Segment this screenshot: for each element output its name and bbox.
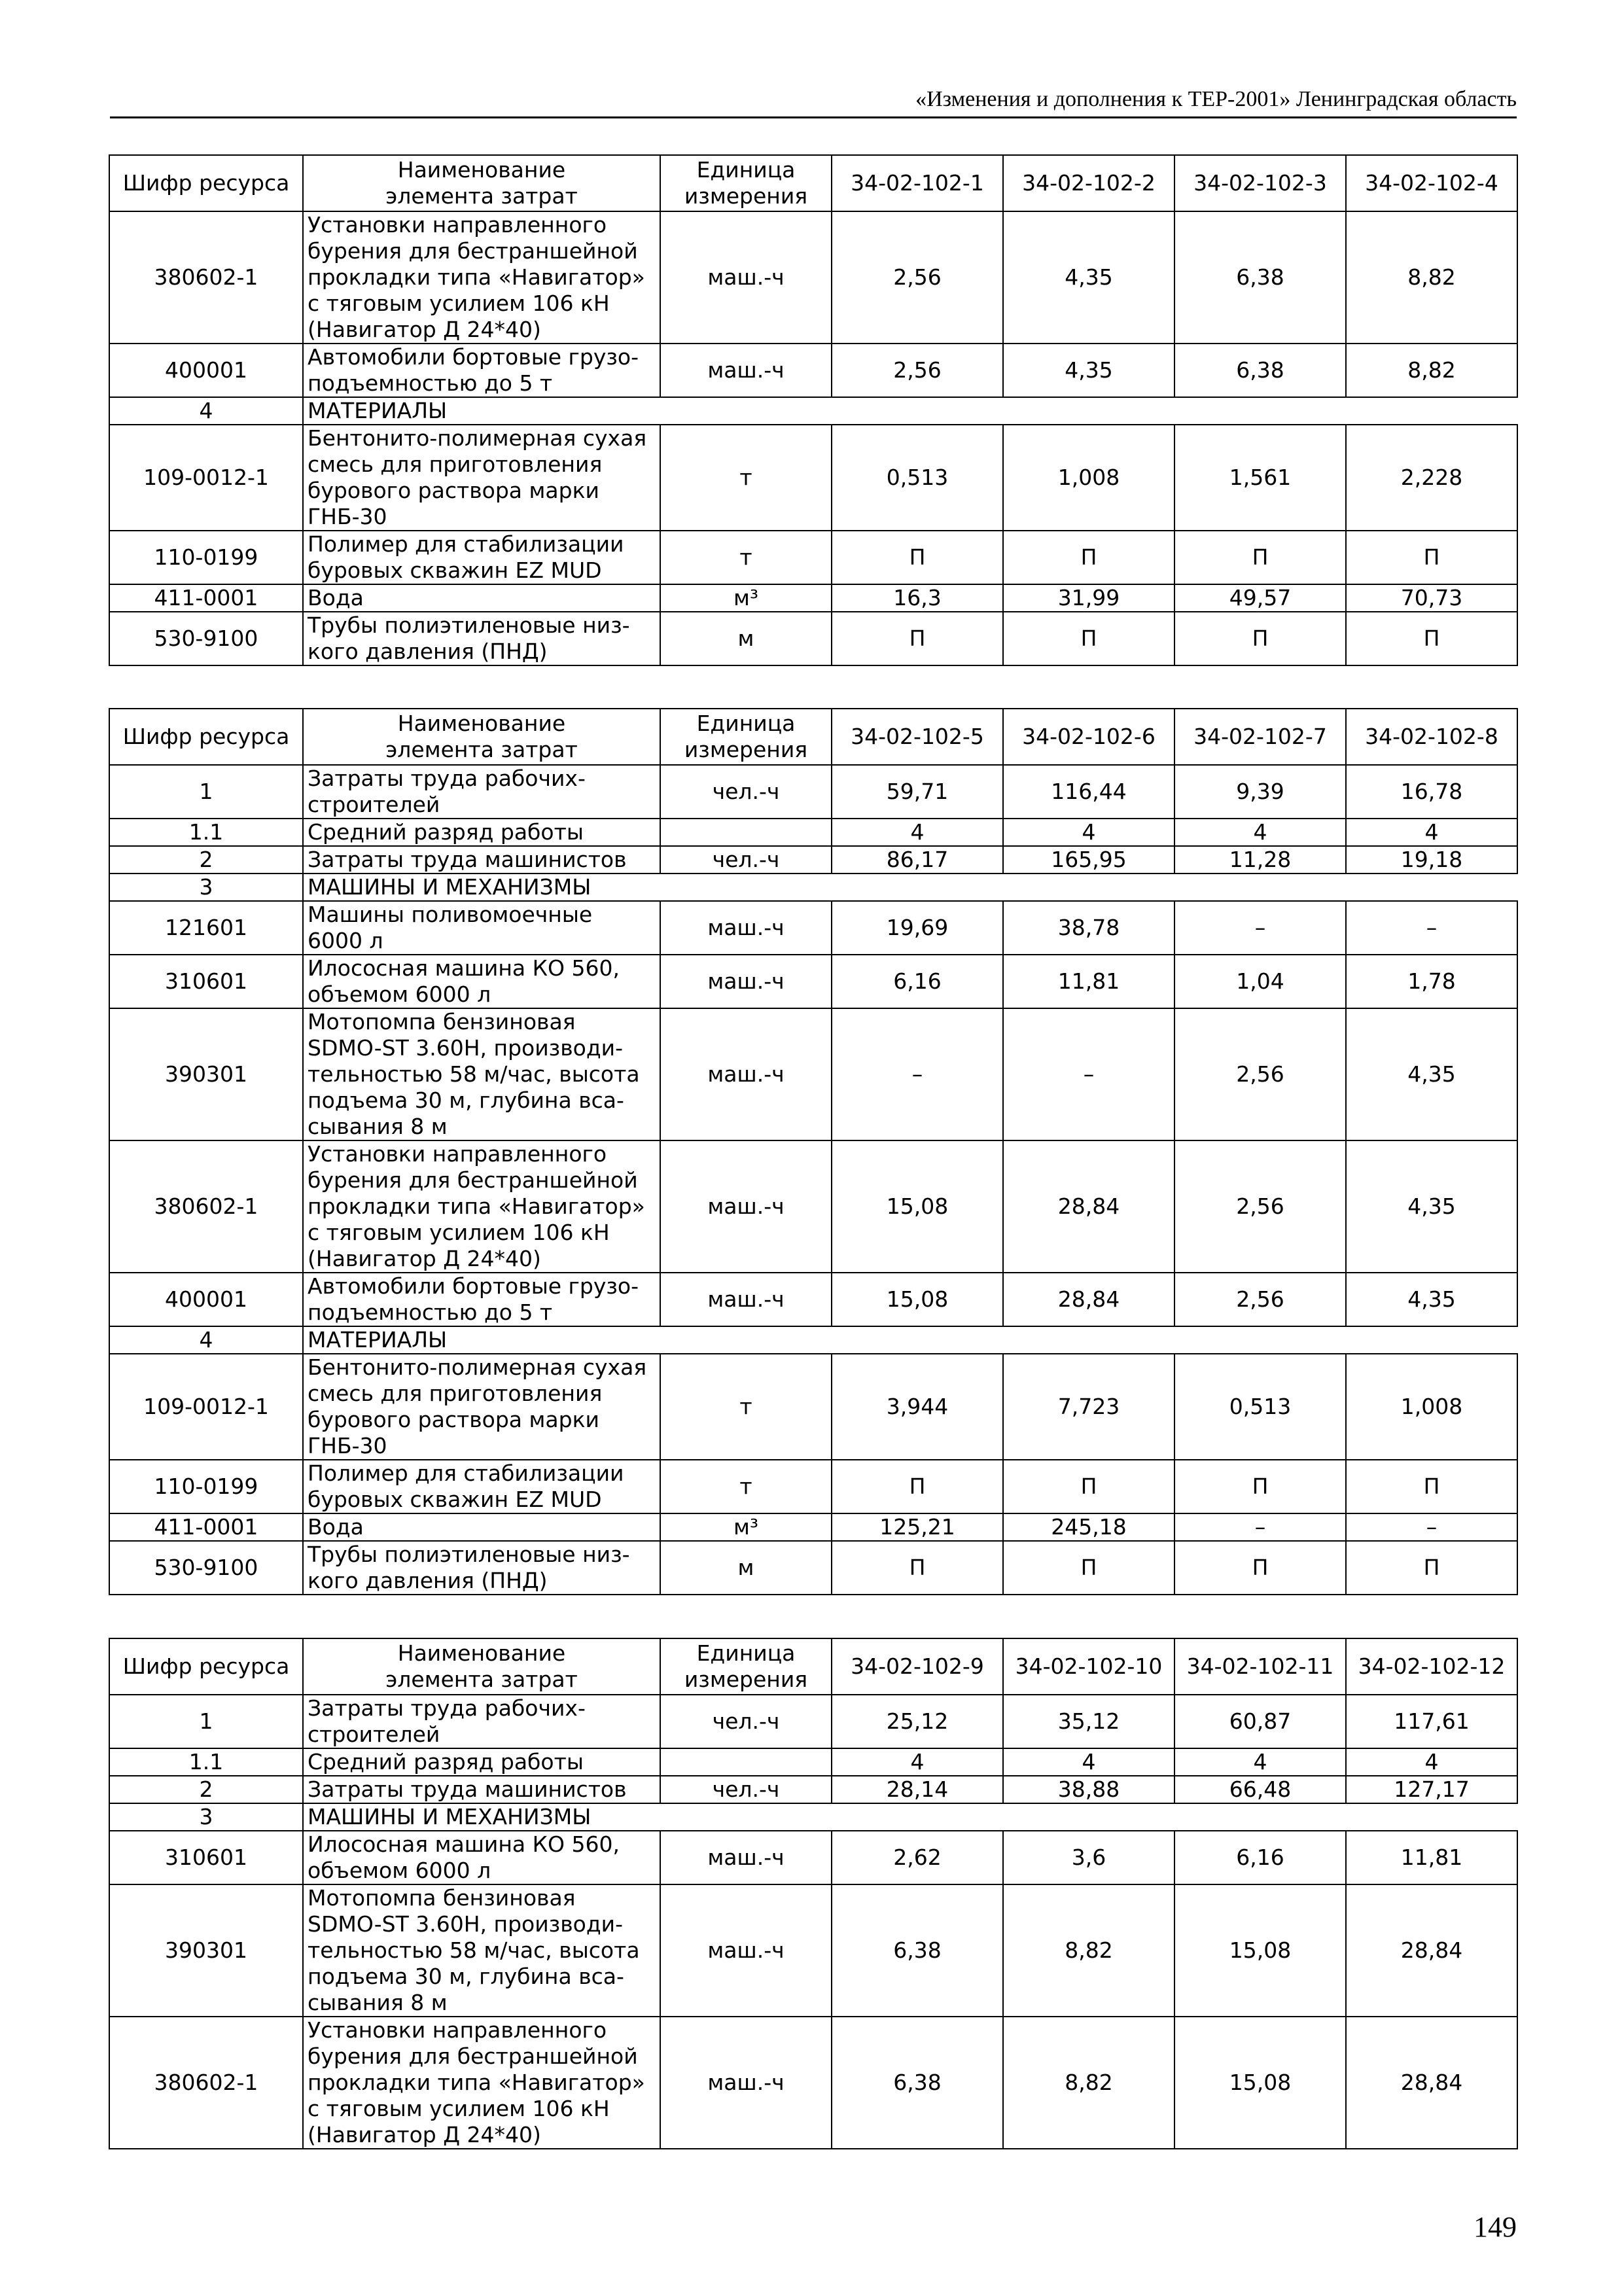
table-row (109, 819, 1517, 846)
norm-value: 60,87 (1174, 1695, 1346, 1748)
section-row (109, 1803, 1517, 1831)
resource-code: 530-9100 (109, 1541, 303, 1595)
norm-value: 19,69 (832, 901, 1003, 955)
norm-value: 8,82 (1003, 2017, 1174, 2149)
section-row (109, 1326, 1517, 1354)
cost-element-name: Затраты труда машинистов (303, 846, 660, 874)
column-header: 34-02-102-6 (1003, 709, 1174, 765)
norm-value: 16,3 (832, 584, 1003, 612)
unit-of-measure: м (660, 612, 832, 665)
column-header: Шифр ресурса (109, 1638, 303, 1695)
cost-element-name: Полимер для стабилизации буровых скважин EZ MUD (303, 1460, 660, 1513)
norm-value: П (832, 612, 1003, 665)
unit-of-measure (660, 819, 832, 846)
norm-value: 11,81 (1346, 1831, 1517, 1884)
unit-of-measure: чел.-ч (660, 1776, 832, 1803)
resource-code: 3 (109, 874, 303, 901)
norm-value: 2,56 (832, 211, 1003, 344)
column-header: Наименование элемента затрат (303, 1638, 660, 1695)
norm-value: П (1346, 1541, 1517, 1595)
norm-value: 117,61 (1346, 1695, 1517, 1748)
norm-value: – (1346, 901, 1517, 955)
cost-element-name: Средний разряд работы (303, 819, 660, 846)
table-row (109, 2017, 1517, 2149)
norm-value: 2,56 (1174, 1273, 1346, 1326)
resource-code: 110-0199 (109, 531, 303, 584)
norm-value: П (832, 1541, 1003, 1595)
column-header: Шифр ресурса (109, 155, 303, 211)
table-row (109, 344, 1517, 397)
unit-of-measure: маш.-ч (660, 901, 832, 955)
resource-code: 121601 (109, 901, 303, 955)
column-header: Шифр ресурса (109, 709, 303, 765)
column-header: 34-02-102-4 (1346, 155, 1517, 211)
unit-of-measure: маш.-ч (660, 1831, 832, 1884)
cost-element-name: Установки направленного бурения для бестраншейной прокладки типа «Навигатор» с тяговым усилием 106 кН (Навигатор Д 24*40) (303, 2017, 660, 2149)
table-row (109, 765, 1517, 819)
table-row (109, 1884, 1517, 2017)
norm-value: П (1174, 531, 1346, 584)
table-row (109, 1695, 1517, 1748)
norm-value: 8,82 (1346, 344, 1517, 397)
norm-value: 15,08 (832, 1273, 1003, 1326)
table-row (109, 1831, 1517, 1884)
resource-code: 310601 (109, 955, 303, 1008)
column-header: 34-02-102-5 (832, 709, 1003, 765)
cost-element-name: Мотопомпа бензиновая SDMO-ST 3.60H, производи- тельностью 58 м/час, высота подъема 30 м, глубина вса- сывания 8 м (303, 1008, 660, 1140)
norm-value: П (1003, 1541, 1174, 1595)
unit-of-measure: м³ (660, 1513, 832, 1541)
unit-of-measure: чел.-ч (660, 846, 832, 874)
unit-of-measure: маш.-ч (660, 344, 832, 397)
norm-value: 4 (1174, 1748, 1346, 1776)
norm-value: 2,56 (832, 344, 1003, 397)
resource-code: 530-9100 (109, 612, 303, 665)
unit-of-measure: маш.-ч (660, 1273, 832, 1326)
resource-code: 109-0012-1 (109, 1354, 303, 1460)
norm-value: 6,38 (832, 2017, 1003, 2149)
column-header: 34-02-102-11 (1174, 1638, 1346, 1695)
norm-value: 66,48 (1174, 1776, 1346, 1803)
column-header: 34-02-102-3 (1174, 155, 1346, 211)
unit-of-measure: маш.-ч (660, 1008, 832, 1140)
unit-of-measure: чел.-ч (660, 1695, 832, 1748)
resource-code: 390301 (109, 1008, 303, 1140)
column-header: Единица измерения (660, 1638, 832, 1695)
column-header: 34-02-102-10 (1003, 1638, 1174, 1695)
norm-value: 125,21 (832, 1513, 1003, 1541)
norm-value: 4 (1174, 819, 1346, 846)
resource-table-3 (109, 1638, 1518, 2149)
resource-code: 400001 (109, 1273, 303, 1326)
section-title: МАШИНЫ И МЕХАНИЗМЫ (303, 874, 1517, 901)
norm-value: П (1346, 531, 1517, 584)
norm-value: 3,6 (1003, 1831, 1174, 1884)
resource-code: 1 (109, 765, 303, 819)
column-header: 34-02-102-2 (1003, 155, 1174, 211)
cost-element-name: Трубы полиэтиленовые низ- кого давления (ПНД) (303, 1541, 660, 1595)
norm-value: 11,28 (1174, 846, 1346, 874)
unit-of-measure: чел.-ч (660, 765, 832, 819)
norm-value: П (832, 531, 1003, 584)
norm-value: – (832, 1008, 1003, 1140)
norm-value: 15,08 (832, 1140, 1003, 1273)
norm-value: 7,723 (1003, 1354, 1174, 1460)
column-header: Наименование элемента затрат (303, 155, 660, 211)
cost-element-name: Затраты труда машинистов (303, 1776, 660, 1803)
running-title: «Изменения и дополнения к ТЕР-2001» Ленинградская область (915, 87, 1517, 111)
norm-value: П (832, 1460, 1003, 1513)
section-row (109, 874, 1517, 901)
norm-value: 2,62 (832, 1831, 1003, 1884)
cost-element-name: Установки направленного бурения для бестраншейной прокладки типа «Навигатор» с тяговым усилием 106 кН (Навигатор Д 24*40) (303, 1140, 660, 1273)
table-row (109, 425, 1517, 531)
norm-value: П (1003, 1460, 1174, 1513)
norm-value: 4,35 (1346, 1273, 1517, 1326)
norm-value: 86,17 (832, 846, 1003, 874)
cost-element-name: Вода (303, 1513, 660, 1541)
cost-element-name: Бентонито-полимерная сухая смесь для приготовления бурового раствора марки ГНБ-30 (303, 425, 660, 531)
resource-code: 380602-1 (109, 2017, 303, 2149)
cost-element-name: Илососная машина КО 560, объемом 6000 л (303, 955, 660, 1008)
norm-value: 4,35 (1003, 344, 1174, 397)
norm-value: П (1003, 531, 1174, 584)
norm-value: 2,56 (1174, 1140, 1346, 1273)
table-row (109, 612, 1517, 665)
resource-code: 411-0001 (109, 1513, 303, 1541)
resource-code: 2 (109, 846, 303, 874)
norm-value: 28,84 (1003, 1273, 1174, 1326)
norm-value: 4 (1346, 1748, 1517, 1776)
unit-of-measure: маш.-ч (660, 1884, 832, 2017)
resource-code: 109-0012-1 (109, 425, 303, 531)
cost-element-name: Машины поливомоечные 6000 л (303, 901, 660, 955)
section-title: МАШИНЫ И МЕХАНИЗМЫ (303, 1803, 1517, 1831)
table-row (109, 211, 1517, 344)
section-title: МАТЕРИАЛЫ (303, 397, 1517, 425)
norm-value: П (1003, 612, 1174, 665)
table-row (109, 1460, 1517, 1513)
norm-value: 28,84 (1346, 2017, 1517, 2149)
table-header-row (109, 155, 1517, 211)
norm-value: 116,44 (1003, 765, 1174, 819)
norm-value: 4 (832, 1748, 1003, 1776)
column-header: 34-02-102-8 (1346, 709, 1517, 765)
norm-value: 2,228 (1346, 425, 1517, 531)
norm-value: 2,56 (1174, 1008, 1346, 1140)
cost-element-name: Мотопомпа бензиновая SDMO-ST 3.60H, производи- тельностью 58 м/час, высота подъема 30 м, глубина вса- сывания 8 м (303, 1884, 660, 2017)
table-row (109, 1513, 1517, 1541)
norm-value: 70,73 (1346, 584, 1517, 612)
norm-value: 165,95 (1003, 846, 1174, 874)
column-header: 34-02-102-12 (1346, 1638, 1517, 1695)
resource-code: 390301 (109, 1884, 303, 2017)
cost-element-name: Бентонито-полимерная сухая смесь для приготовления бурового раствора марки ГНБ-30 (303, 1354, 660, 1460)
norm-value: 4,35 (1346, 1140, 1517, 1273)
norm-value: 8,82 (1003, 1884, 1174, 2017)
unit-of-measure (660, 1748, 832, 1776)
norm-value: 4,35 (1003, 211, 1174, 344)
table-row (109, 901, 1517, 955)
resource-code: 1 (109, 1695, 303, 1748)
norm-value: 127,17 (1346, 1776, 1517, 1803)
cost-element-name: Полимер для стабилизации буровых скважин EZ MUD (303, 531, 660, 584)
norm-value: – (1346, 1513, 1517, 1541)
norm-value: 28,84 (1003, 1140, 1174, 1273)
norm-value: 0,513 (1174, 1354, 1346, 1460)
norm-value: 8,82 (1346, 211, 1517, 344)
running-header (110, 86, 1517, 118)
cost-element-name: Автомобили бортовые грузо- подъемностью до 5 т (303, 1273, 660, 1326)
norm-value: 1,008 (1003, 425, 1174, 531)
norm-value: 31,99 (1003, 584, 1174, 612)
norm-value: 4 (1003, 819, 1174, 846)
page-number: 149 (1474, 2211, 1517, 2243)
section-row (109, 397, 1517, 425)
table-row (109, 1273, 1517, 1326)
norm-value: 25,12 (832, 1695, 1003, 1748)
norm-value: 6,16 (1174, 1831, 1346, 1884)
unit-of-measure: т (660, 531, 832, 584)
norm-value: 28,14 (832, 1776, 1003, 1803)
norm-value: 1,78 (1346, 955, 1517, 1008)
norm-value: 4 (1003, 1748, 1174, 1776)
norm-value: 35,12 (1003, 1695, 1174, 1748)
norm-value: 15,08 (1174, 2017, 1346, 2149)
unit-of-measure: м³ (660, 584, 832, 612)
resource-table-2 (109, 708, 1518, 1595)
table-row (109, 584, 1517, 612)
resource-code: 310601 (109, 1831, 303, 1884)
unit-of-measure: маш.-ч (660, 1140, 832, 1273)
table-header-row (109, 709, 1517, 765)
column-header: 34-02-102-7 (1174, 709, 1346, 765)
norm-value: 6,38 (1174, 344, 1346, 397)
unit-of-measure: м (660, 1541, 832, 1595)
table-row (109, 1748, 1517, 1776)
norm-value: 28,84 (1346, 1884, 1517, 2017)
cost-element-name: Средний разряд работы (303, 1748, 660, 1776)
norm-value: 15,08 (1174, 1884, 1346, 2017)
norm-value: 4 (1346, 819, 1517, 846)
table-row (109, 955, 1517, 1008)
table-row (109, 1140, 1517, 1273)
column-header: Единица измерения (660, 709, 832, 765)
resource-code: 1.1 (109, 1748, 303, 1776)
norm-value: П (1346, 1460, 1517, 1513)
cost-element-name: Трубы полиэтиленовые низ- кого давления (ПНД) (303, 612, 660, 665)
norm-value: 38,88 (1003, 1776, 1174, 1803)
norm-value: 4,35 (1346, 1008, 1517, 1140)
norm-value: 245,18 (1003, 1513, 1174, 1541)
norm-value: 6,16 (832, 955, 1003, 1008)
column-header: 34-02-102-1 (832, 155, 1003, 211)
norm-value: – (1174, 1513, 1346, 1541)
cost-element-name: Вода (303, 584, 660, 612)
norm-value: 4 (832, 819, 1003, 846)
section-title: МАТЕРИАЛЫ (303, 1326, 1517, 1354)
resource-code: 2 (109, 1776, 303, 1803)
table-row (109, 1776, 1517, 1803)
norm-value: 1,008 (1346, 1354, 1517, 1460)
norm-value: 38,78 (1003, 901, 1174, 955)
norm-value: П (1346, 612, 1517, 665)
norm-value: 6,38 (1174, 211, 1346, 344)
resource-code: 380602-1 (109, 211, 303, 344)
resource-table-1 (109, 154, 1518, 666)
resource-code: 411-0001 (109, 584, 303, 612)
norm-value: 49,57 (1174, 584, 1346, 612)
column-header: 34-02-102-9 (832, 1638, 1003, 1695)
resource-code: 110-0199 (109, 1460, 303, 1513)
norm-value: – (1174, 901, 1346, 955)
cost-element-name: Затраты труда рабочих- строителей (303, 765, 660, 819)
cost-element-name: Илососная машина КО 560, объемом 6000 л (303, 1831, 660, 1884)
unit-of-measure: маш.-ч (660, 2017, 832, 2149)
resource-code: 1.1 (109, 819, 303, 846)
cost-element-name: Автомобили бортовые грузо- подъемностью до 5 т (303, 344, 660, 397)
table-row (109, 1008, 1517, 1140)
norm-value: 1,04 (1174, 955, 1346, 1008)
norm-value: 9,39 (1174, 765, 1346, 819)
table-row (109, 846, 1517, 874)
column-header: Единица измерения (660, 155, 832, 211)
resource-code: 380602-1 (109, 1140, 303, 1273)
resource-code: 4 (109, 397, 303, 425)
resource-code: 3 (109, 1803, 303, 1831)
norm-value: 19,18 (1346, 846, 1517, 874)
norm-value: 59,71 (832, 765, 1003, 819)
unit-of-measure: т (660, 1354, 832, 1460)
cost-element-name: Затраты труда рабочих- строителей (303, 1695, 660, 1748)
norm-value: – (1003, 1008, 1174, 1140)
unit-of-measure: т (660, 425, 832, 531)
unit-of-measure: т (660, 1460, 832, 1513)
table-row (109, 531, 1517, 584)
norm-value: П (1174, 1460, 1346, 1513)
norm-value: П (1174, 1541, 1346, 1595)
norm-value: 0,513 (832, 425, 1003, 531)
resource-code: 400001 (109, 344, 303, 397)
norm-value: 16,78 (1346, 765, 1517, 819)
resource-code: 4 (109, 1326, 303, 1354)
norm-value: 6,38 (832, 1884, 1003, 2017)
cost-element-name: Установки направленного бурения для бестраншейной прокладки типа «Навигатор» с тяговым усилием 106 кН (Навигатор Д 24*40) (303, 211, 660, 344)
norm-value: 11,81 (1003, 955, 1174, 1008)
norm-value: 3,944 (832, 1354, 1003, 1460)
table-row (109, 1354, 1517, 1460)
unit-of-measure: маш.-ч (660, 955, 832, 1008)
norm-value: П (1174, 612, 1346, 665)
unit-of-measure: маш.-ч (660, 211, 832, 344)
table-row (109, 1541, 1517, 1595)
column-header: Наименование элемента затрат (303, 709, 660, 765)
table-header-row (109, 1638, 1517, 1695)
norm-value: 1,561 (1174, 425, 1346, 531)
